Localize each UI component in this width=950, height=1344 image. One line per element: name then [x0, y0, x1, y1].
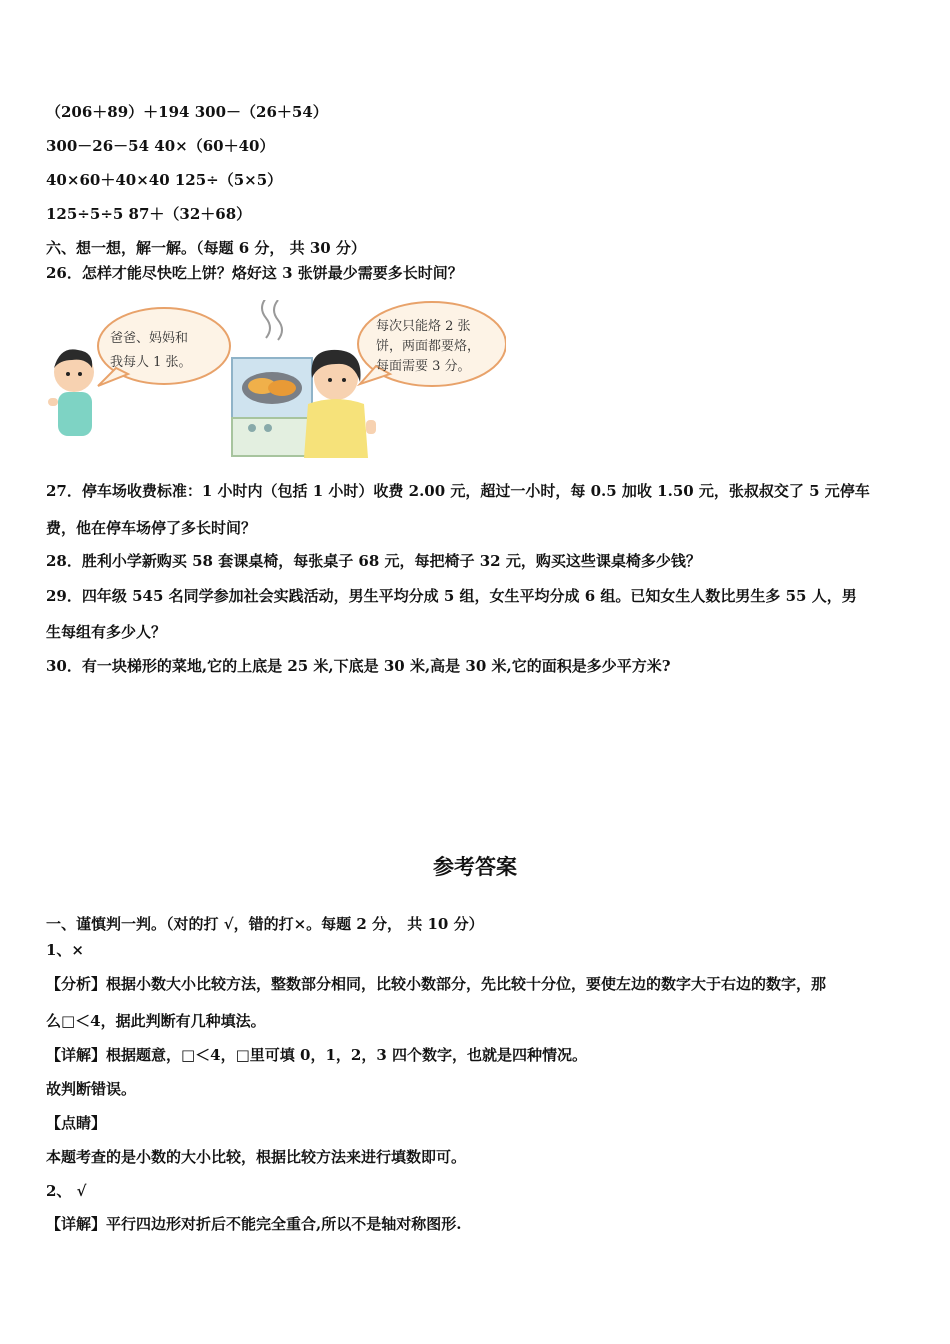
answer-1-analysis-line-1: 【分析】根据小数大小比较方法，整数部分相同，比较小数部分，先比较十分位，要使左边的数字大于右边的数字，那	[46, 975, 827, 993]
answer-1: 1、×	[46, 941, 85, 959]
bubble-left-line-2: 我每人 1 张。	[110, 355, 192, 370]
question-27-line-1: 27．停车场收费标准：1 小时内（包括 1 小时）收费 2.00 元，超过一小时，每 0.5 加收 1.50 元，张叔叔交了 5 元停车	[46, 482, 870, 500]
section-6-heading: 六、想一想，解一解。（每题 6 分， 共 30 分）	[46, 239, 366, 257]
pancake-illustration	[46, 300, 506, 458]
answer-2-detail: 【详解】平行四边形对折后不能完全重合,所以不是轴对称图形.	[46, 1215, 462, 1233]
bubble-right-line-1: 每次只能烙 2 张	[376, 319, 471, 334]
calc-line-3: 40×60＋40×40 125÷（5×5）	[46, 171, 283, 189]
answer-1-point: 本题考查的是小数的大小比较，根据比较方法来进行填数即可。	[46, 1148, 467, 1166]
answer-1-detail: 【详解】根据题意，□＜4，□里可填 0，1，2，3 四个数字，也就是四种情况。	[46, 1046, 587, 1064]
calc-line-1: （206＋89）＋194 300－（26＋54）	[46, 103, 328, 121]
question-29-line-2: 生每组有多少人？	[46, 623, 167, 641]
question-28: 28．胜利小学新购买 58 套课桌椅，每张桌子 68 元，每把椅子 32 元，购买这些课桌椅多少钱？	[46, 552, 701, 570]
answer-1-point-label: 【点睛】	[46, 1114, 107, 1132]
bubble-right-line-2: 饼，两面都要烙，	[376, 339, 481, 354]
speech-bubble-right	[358, 302, 506, 386]
question-29-line-1: 29．四年级 545 名同学参加社会实践活动，男生平均分成 5 组，女生平均分成 6 组。已知女生人数比男生多 55 人，男	[46, 587, 857, 605]
mother-figure	[304, 350, 376, 458]
calc-line-4: 125÷5÷5 87＋（32＋68）	[46, 205, 252, 223]
boy-figure	[48, 349, 94, 436]
question-30: 30．有一块梯形的菜地,它的上底是 25 米,下底是 30 米,高是 30 米,它的面积是多少平方米?	[46, 657, 671, 675]
calc-line-2: 300－26－54 40×（60＋40）	[46, 137, 275, 155]
speech-bubble-left	[98, 308, 230, 386]
answer-1-analysis-line-2: 么□＜4，据此判断有几种填法。	[46, 1012, 266, 1030]
answer-2: 2、 √	[46, 1182, 87, 1200]
section-1-heading: 一、谨慎判一判。（对的打 √，错的打×。每题 2 分， 共 10 分）	[46, 915, 484, 933]
question-27-line-2: 费，他在停车场停了多长时间？	[46, 519, 257, 537]
bubble-right-line-3: 每面需要 3 分。	[376, 359, 471, 374]
answer-1-conclusion: 故判断错误。	[46, 1080, 137, 1098]
answers-title: 参考答案	[433, 855, 517, 879]
bubble-left-line-1: 爸爸、妈妈和	[110, 331, 189, 346]
question-26: 26．怎样才能尽快吃上饼？烙好这 3 张饼最少需要多长时间？	[46, 264, 463, 282]
